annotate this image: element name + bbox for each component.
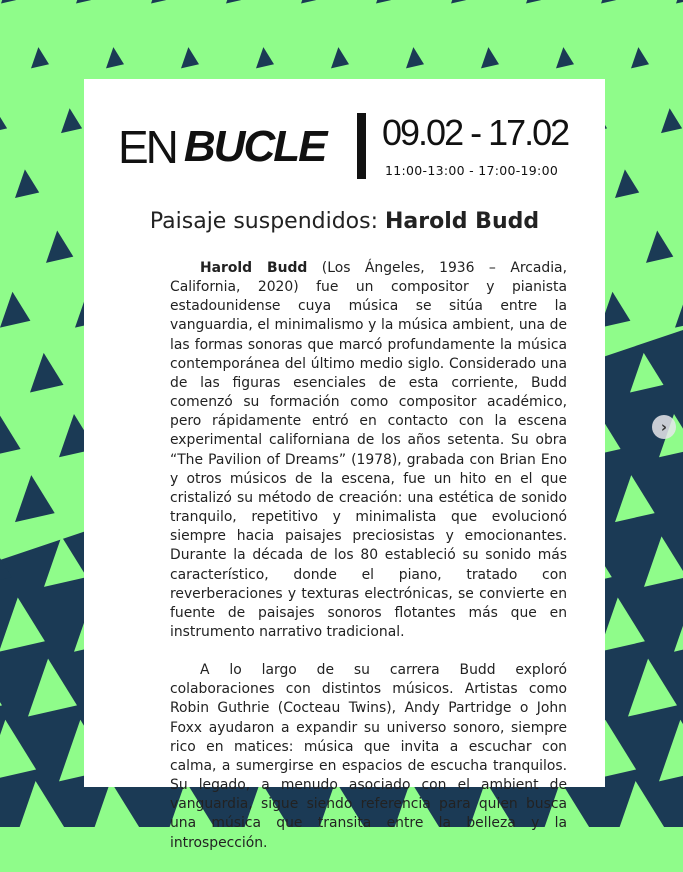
- triangle: [301, 0, 316, 4]
- triangle: [256, 47, 274, 68]
- triangle: [376, 0, 391, 4]
- triangle: [481, 47, 499, 68]
- paragraph-2: [170, 661, 567, 853]
- en-bucle-logo: [118, 117, 325, 177]
- triangle: [0, 108, 7, 133]
- paragraph-1-text: (Los Ángeles, 1936 – Arcadia, California, 2020) fue un compositor y pianista estadounidense cuya música se sitúa entre la vanguardia, el minimalismo y la música ambient, una de las formas sonoras que marcó profundamente la música contemporánea del último medio siglo. Considerado una de las figuras esenciales de esta corriente, Budd comenzó su formación como compositor académico, pero rápidamente entró en contacto con la escena experimental californiana de los años setenta. Su obra “The Pavilion of Dreams” (1978), grabada con Brian Eno y otros músicos de la escena, fue un hito en el que cristalizó su método de creación: una estética de sonido tranquilo, repetitivo y minimalista que evolucionó siempre hacia paisajes preciosistas y emocionantes. Durante la década de los 80 estableció su sonido más característico, donde el piano, tratado con reverberaciones y texturas electrónicas, se convierte en fuente de paisajes sonoros flotantes más que en instrumento narrativo tradicional.: [170, 260, 567, 640]
- chevron-right-icon: ›: [660, 418, 668, 436]
- triangle: [30, 353, 64, 393]
- event-dates: 09.02 - 17.02: [382, 112, 569, 153]
- paragraph-2-text: A lo largo de su carrera Budd exploró colaboraciones con distintos músicos. Artistas como Robin Guthrie (Cocteau Twins), Andy Partridge o John Foxx ayudaron a expandir su universo sonoro, siempre rico en matices: música que invita a escuchar con calma, a sumergirse en espacios de escucha tranquilos. Su legado, a menudo asociado con el ambient de vanguardia, sigue siendo referencia para quien busca una música que transita entre la belleza y la introspección.: [170, 662, 567, 851]
- paragraph-1-bold: Harold Budd: [200, 260, 308, 276]
- event-hours: 11:00-13:00 - 17:00-19:00: [385, 163, 559, 178]
- page-title: [84, 209, 605, 234]
- triangle: [15, 169, 39, 198]
- triangle: [676, 0, 683, 4]
- triangle: [526, 0, 541, 4]
- triangle: [61, 108, 82, 133]
- triangle: [646, 231, 673, 263]
- paragraph-1: [170, 259, 567, 642]
- body-text: [170, 259, 567, 872]
- triangle: [76, 0, 91, 4]
- next-slide-button[interactable]: [652, 415, 676, 439]
- title-prefix: Paisaje suspendidos:: [149, 209, 386, 234]
- triangle: [331, 47, 349, 68]
- triangle: [615, 169, 639, 198]
- triangle: [661, 108, 682, 133]
- logo-en: EN: [118, 121, 176, 173]
- triangle: [15, 475, 55, 522]
- poster-card: [84, 79, 605, 851]
- triangle: [0, 292, 30, 328]
- triangle: [556, 47, 574, 68]
- triangle: [601, 0, 616, 4]
- divider-bar: [357, 113, 366, 179]
- triangle: [406, 47, 424, 68]
- triangle: [151, 0, 166, 4]
- triangle: [106, 47, 124, 68]
- triangle: [675, 292, 683, 328]
- triangle: [451, 0, 466, 4]
- triangle: [46, 231, 73, 263]
- triangle: [226, 0, 241, 4]
- triangle: [631, 47, 649, 68]
- title-name: Harold Budd: [385, 209, 540, 234]
- triangle: [31, 47, 49, 68]
- triangle: [181, 47, 199, 68]
- triangle: [1, 0, 16, 4]
- triangle: [0, 414, 21, 457]
- logo-bucle: BUCLE: [183, 122, 326, 171]
